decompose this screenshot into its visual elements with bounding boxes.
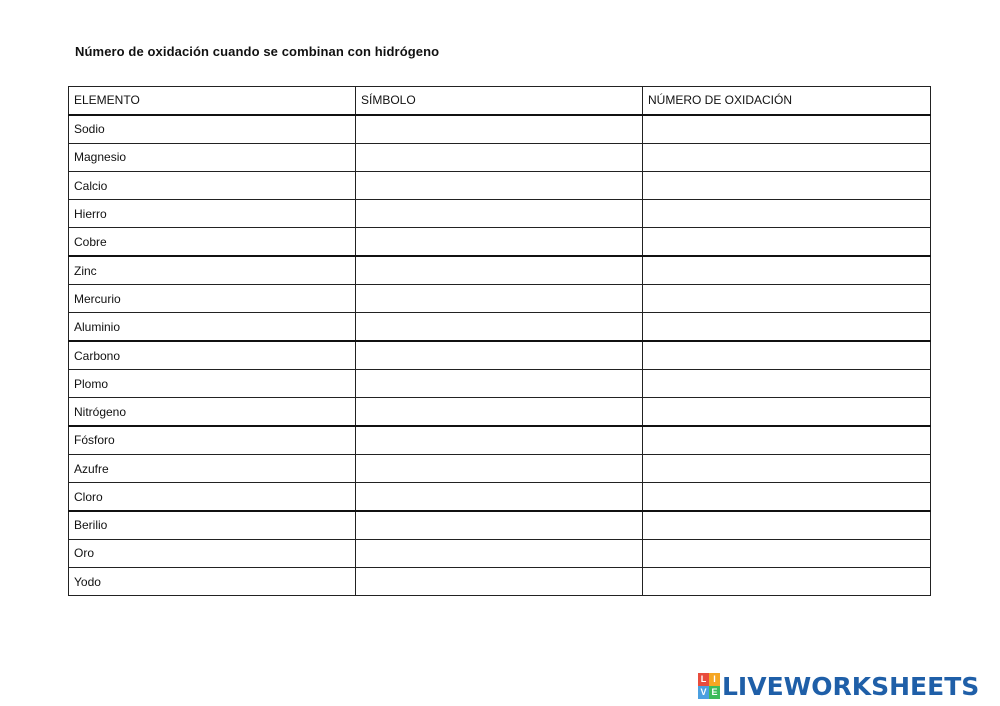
cell-simbolo-answer[interactable] bbox=[356, 369, 643, 397]
cell-numero-oxidacion-answer[interactable] bbox=[643, 313, 931, 341]
table-row bbox=[69, 426, 931, 454]
cell-numero-oxidacion-answer[interactable] bbox=[643, 483, 931, 511]
cell-elemento: Cloro bbox=[69, 483, 356, 511]
cell-numero-oxidacion-answer[interactable] bbox=[643, 568, 931, 596]
table-row bbox=[69, 171, 931, 199]
cell-elemento: Fósforo bbox=[69, 426, 356, 454]
cell-numero-oxidacion-answer[interactable] bbox=[643, 285, 931, 313]
cell-elemento: Hierro bbox=[69, 200, 356, 228]
table-row bbox=[69, 483, 931, 511]
cell-simbolo-answer[interactable] bbox=[356, 256, 643, 284]
cell-simbolo-answer[interactable] bbox=[356, 171, 643, 199]
table-row bbox=[69, 369, 931, 397]
mark-letter-l: L bbox=[698, 673, 709, 686]
table-body bbox=[69, 115, 931, 596]
table-header-row bbox=[69, 87, 931, 115]
cell-elemento: Yodo bbox=[69, 568, 356, 596]
cell-simbolo-answer[interactable] bbox=[356, 115, 643, 143]
cell-numero-oxidacion-answer[interactable] bbox=[643, 143, 931, 171]
cell-numero-oxidacion-answer[interactable] bbox=[643, 511, 931, 539]
oxidation-table bbox=[68, 86, 931, 596]
cell-elemento: Zinc bbox=[69, 256, 356, 284]
mark-letter-e: E bbox=[709, 686, 720, 699]
cell-numero-oxidacion-answer[interactable] bbox=[643, 426, 931, 454]
cell-numero-oxidacion-answer[interactable] bbox=[643, 228, 931, 256]
table-row bbox=[69, 454, 931, 482]
cell-elemento: Nitrógeno bbox=[69, 398, 356, 426]
cell-numero-oxidacion-answer[interactable] bbox=[643, 200, 931, 228]
table-row bbox=[69, 539, 931, 567]
brand-name: LIVEWORKSHEETS bbox=[722, 671, 980, 701]
cell-simbolo-answer[interactable] bbox=[356, 313, 643, 341]
table-row bbox=[69, 115, 931, 143]
table-row bbox=[69, 568, 931, 596]
table-row bbox=[69, 341, 931, 369]
cell-simbolo-answer[interactable] bbox=[356, 454, 643, 482]
cell-elemento: Aluminio bbox=[69, 313, 356, 341]
cell-simbolo-answer[interactable] bbox=[356, 285, 643, 313]
live-mark-icon bbox=[698, 673, 720, 699]
cell-elemento: Oro bbox=[69, 539, 356, 567]
cell-numero-oxidacion-answer[interactable] bbox=[643, 115, 931, 143]
cell-elemento: Carbono bbox=[69, 341, 356, 369]
table-row bbox=[69, 398, 931, 426]
cell-simbolo-answer[interactable] bbox=[356, 398, 643, 426]
cell-elemento: Cobre bbox=[69, 228, 356, 256]
table-row bbox=[69, 256, 931, 284]
table-row bbox=[69, 313, 931, 341]
cell-simbolo-answer[interactable] bbox=[356, 228, 643, 256]
table-row bbox=[69, 228, 931, 256]
cell-simbolo-answer[interactable] bbox=[356, 200, 643, 228]
cell-numero-oxidacion-answer[interactable] bbox=[643, 256, 931, 284]
cell-simbolo-answer[interactable] bbox=[356, 143, 643, 171]
cell-simbolo-answer[interactable] bbox=[356, 568, 643, 596]
cell-numero-oxidacion-answer[interactable] bbox=[643, 454, 931, 482]
liveworksheets-logo bbox=[698, 671, 979, 701]
cell-numero-oxidacion-answer[interactable] bbox=[643, 341, 931, 369]
cell-elemento: Magnesio bbox=[69, 143, 356, 171]
cell-numero-oxidacion-answer[interactable] bbox=[643, 398, 931, 426]
cell-elemento: Plomo bbox=[69, 369, 356, 397]
worksheet-title: Número de oxidación cuando se combinan con hidrógeno bbox=[75, 44, 440, 59]
table-row bbox=[69, 511, 931, 539]
mark-letter-v: V bbox=[698, 686, 709, 699]
cell-simbolo-answer[interactable] bbox=[356, 426, 643, 454]
cell-numero-oxidacion-answer[interactable] bbox=[643, 369, 931, 397]
header-elemento: ELEMENTO bbox=[69, 87, 356, 115]
cell-numero-oxidacion-answer[interactable] bbox=[643, 539, 931, 567]
cell-elemento: Calcio bbox=[69, 171, 356, 199]
cell-elemento: Azufre bbox=[69, 454, 356, 482]
table-row bbox=[69, 200, 931, 228]
cell-simbolo-answer[interactable] bbox=[356, 483, 643, 511]
cell-numero-oxidacion-answer[interactable] bbox=[643, 171, 931, 199]
cell-elemento: Berilio bbox=[69, 511, 356, 539]
cell-elemento: Sodio bbox=[69, 115, 356, 143]
cell-simbolo-answer[interactable] bbox=[356, 511, 643, 539]
table-row bbox=[69, 143, 931, 171]
header-simbolo: SÍMBOLO bbox=[356, 87, 643, 115]
table-row bbox=[69, 285, 931, 313]
header-numero-oxidacion: NÚMERO DE OXIDACIÓN bbox=[643, 87, 931, 115]
cell-elemento: Mercurio bbox=[69, 285, 356, 313]
mark-letter-i: I bbox=[709, 673, 720, 686]
cell-simbolo-answer[interactable] bbox=[356, 341, 643, 369]
cell-simbolo-answer[interactable] bbox=[356, 539, 643, 567]
